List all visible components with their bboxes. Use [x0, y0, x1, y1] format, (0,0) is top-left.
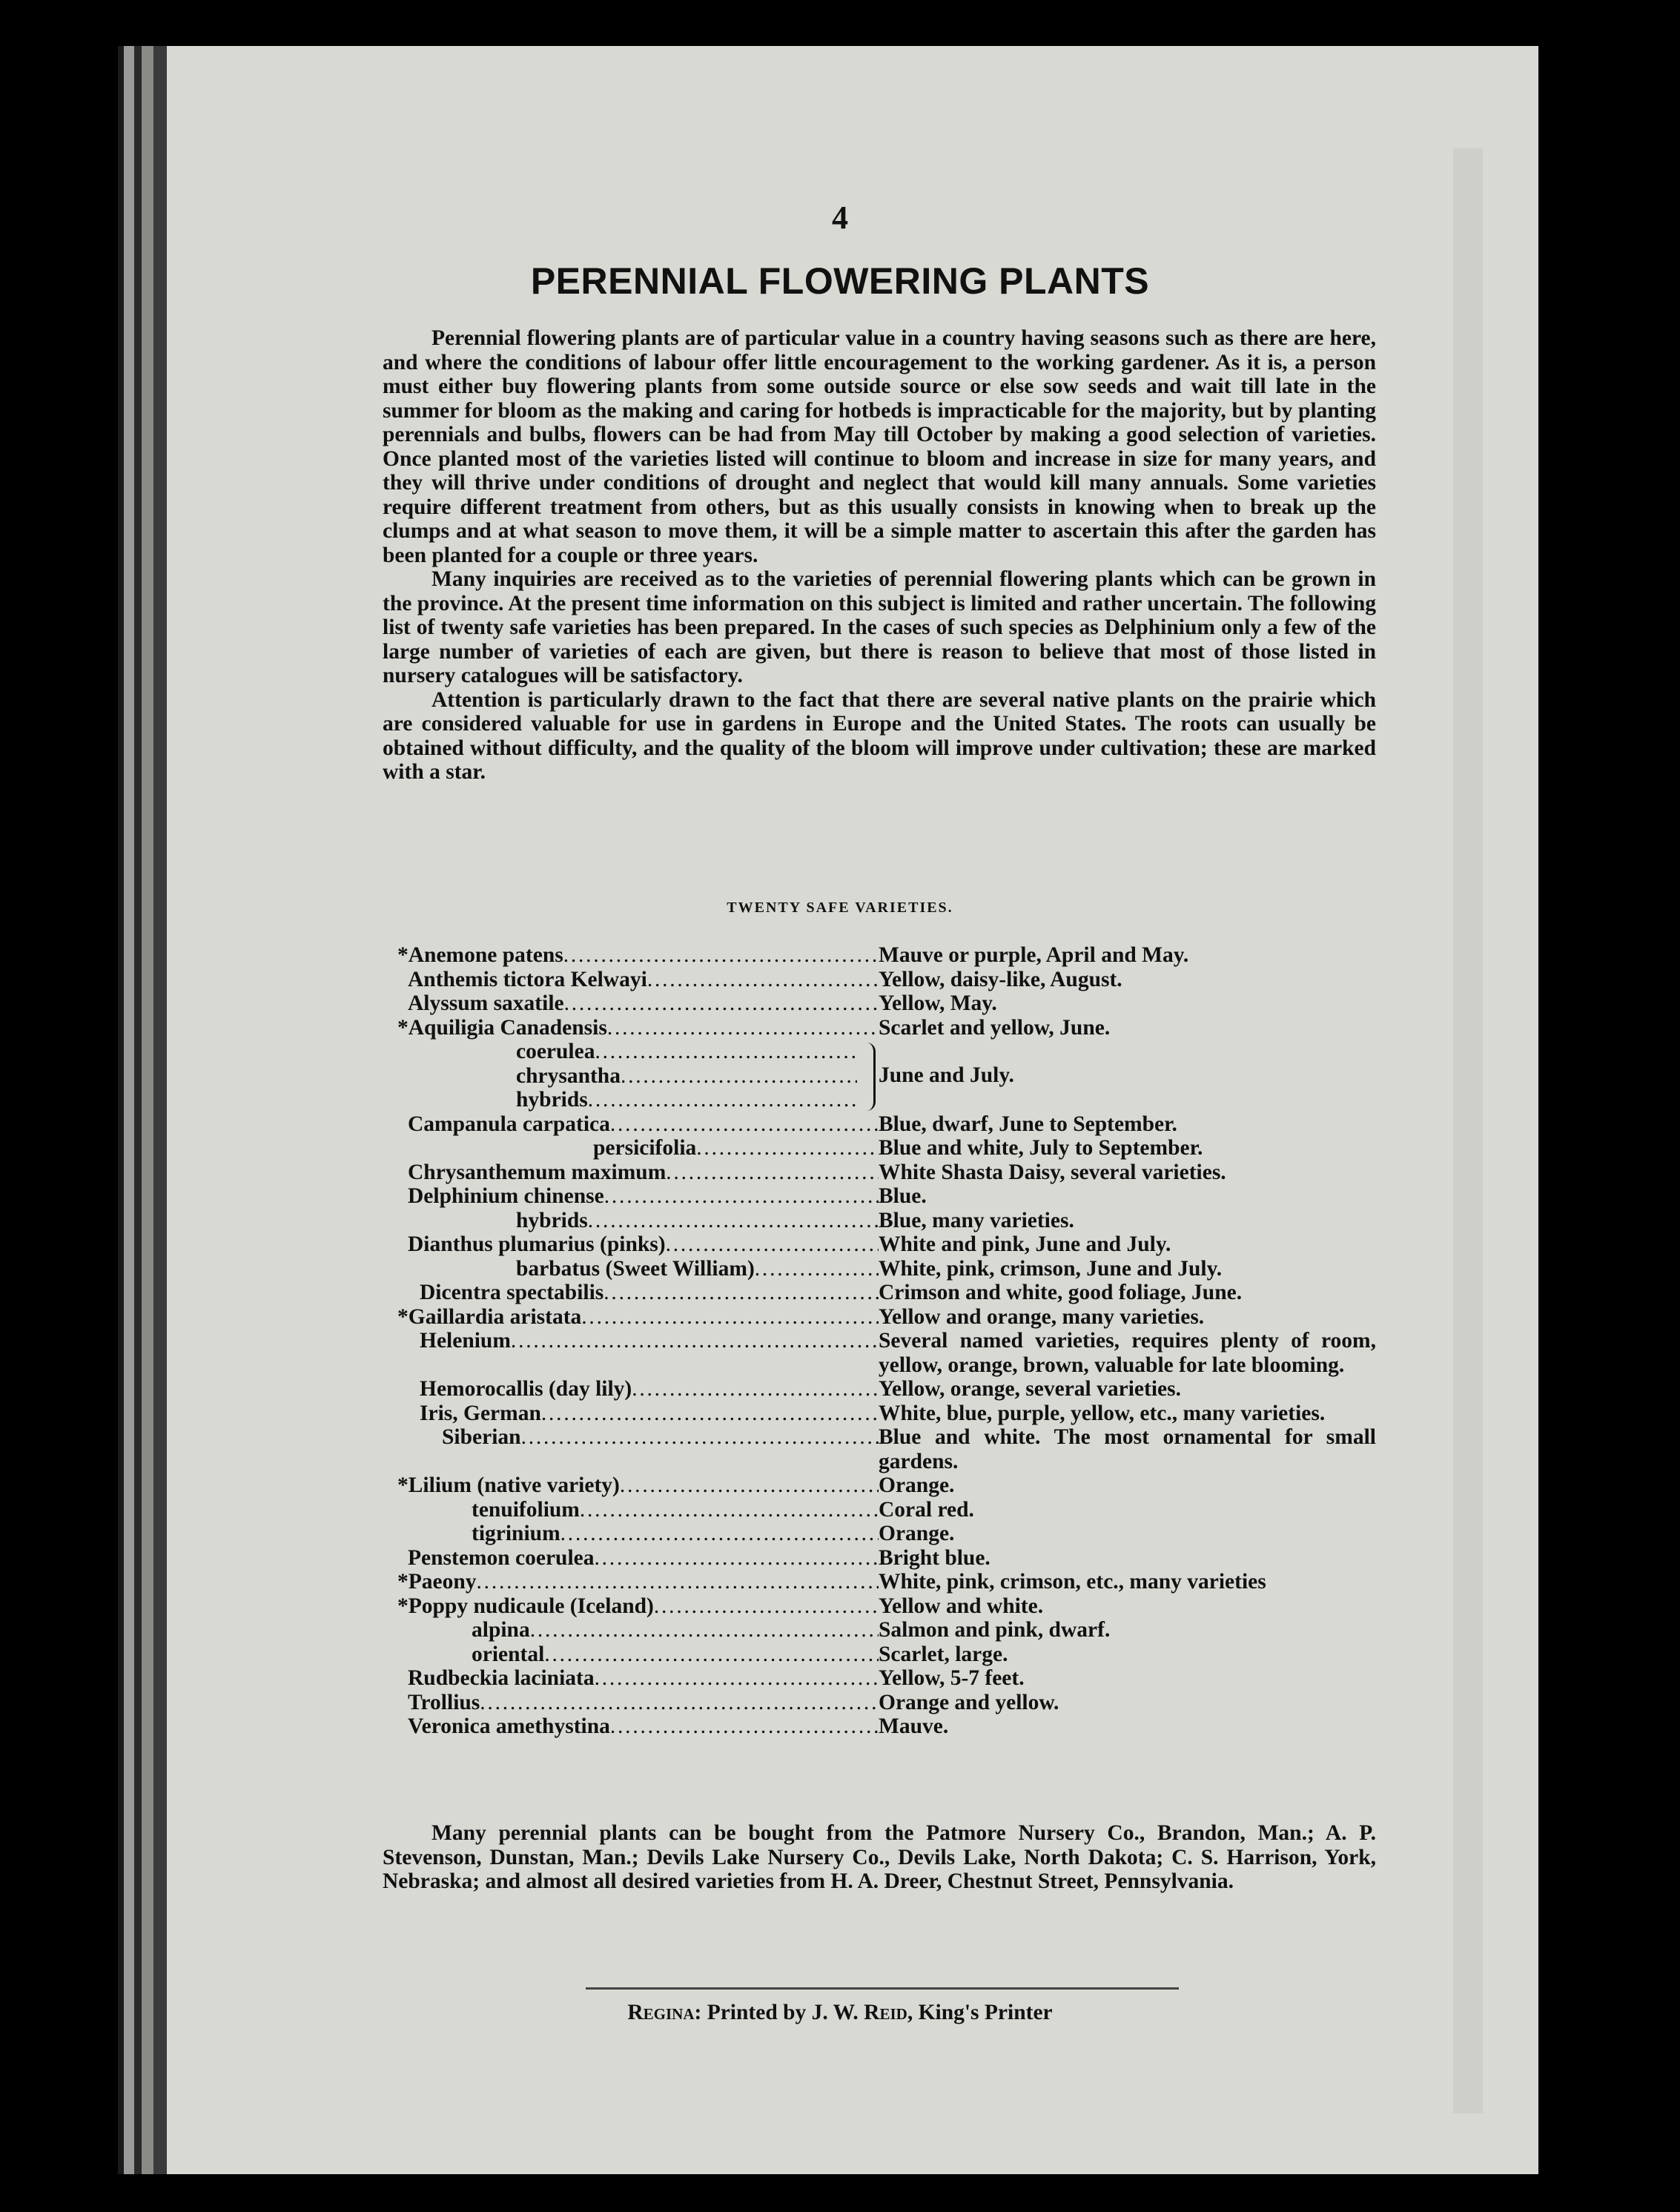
list-item: [383, 1666, 1376, 1691]
plant-name: hybrids: [516, 1088, 588, 1112]
plant-description: White and pink, June and July.: [879, 1232, 1171, 1256]
plant-description: White, blue, purple, yellow, etc., many varieties.: [879, 1401, 1326, 1425]
printer-imprint: [0, 2001, 1680, 2025]
intro-paragraph: Perennial flowering plants are of particular value in a country having seasons such as there are here, and where the conditions of labour offer little encouragement to the working gardener. As it is, a person must either buy flowering plants from some outside source or else sow seeds and wait till late in the summer for bloom as the making and caring for hotbeds is impracticable for the majority, but by planting perennials and bulbs, flowers can be had from May till October by making a good selection of varieties. Once planted most of the varieties listed will continue to bloom and increase in size for many years, and they will thrive under conditions of drought and neglect that would kill many annuals. Some varieties require different treatment from others, but as this usually consists in knowing when to break up the clumps and at what season to move them, it will be a simple matter to ascertain this after the garden has been planted for a couple or three years.: [383, 326, 1376, 567]
plant-name: persicifolia: [593, 1136, 697, 1160]
plant-description: Blue and white. The most ornamental for small gardens.: [879, 1425, 1376, 1473]
plant-name: tigrinium: [472, 1522, 560, 1545]
plant-name: *Gaillardia aristata: [397, 1304, 582, 1329]
intro-paragraph: Many inquiries are received as to the varieties of perennial flowering plants which can be grown in the province. At the present time information on this subject is limited and rather uncertain. The following list of twenty safe varieties has been prepared. In the cases of such species as Delphinium only a few of the large number of varieties of each are given, but there is reason to believe that most of those listed in nursery catalogues will be satisfactory.: [383, 567, 1376, 687]
list-item: [383, 1377, 1376, 1402]
list-item: [383, 991, 1376, 1016]
plant-description: Several named varieties, requires plenty of room, yellow, orange, brown, valuable for late blooming.: [879, 1329, 1376, 1377]
page-title: PERENNIAL FLOWERING PLANTS: [530, 260, 1150, 302]
plant-description: Blue, dwarf, June to September.: [879, 1112, 1177, 1136]
list-item: [383, 1136, 1376, 1161]
plant-name: *Lilium (native variety): [397, 1473, 620, 1497]
plant-description: White Shasta Daisy, several varieties.: [879, 1160, 1226, 1184]
imprint-text: : Printed by J. W.: [694, 2001, 864, 2024]
list-item: [383, 1088, 1376, 1112]
plant-description: Orange.: [879, 1473, 955, 1497]
imprint-printer: Reid: [864, 2001, 907, 2024]
list-item: [383, 1257, 1376, 1281]
plant-name: Dicentra spectabilis: [420, 1281, 604, 1304]
plant-name: tenuifolium: [472, 1497, 580, 1522]
plant-name: Dianthus plumarius (pinks): [408, 1232, 666, 1256]
list-item: [383, 1546, 1376, 1571]
plant-name: Penstemon coerulea: [408, 1545, 595, 1570]
list-item: [383, 1425, 1376, 1473]
closing-paragraph: Many perennial plants can be bought from the Patmore Nursery Co., Brandon, Man.; A. P. Stevenson, Dunstan, Man.; Devils Lake Nursery Co., Devils Lake, North Dakota; C. S. Harrison, York, Nebraska; and almost all desired varieties from H. A. Dreer, Chestnut Street, Pennsylvania.: [383, 1821, 1376, 1893]
plant-description: Salmon and pink, dwarf.: [879, 1618, 1111, 1642]
plant-description: Crimson and white, good foliage, June.: [879, 1281, 1243, 1304]
brace: [857, 1043, 876, 1111]
list-item: [383, 1691, 1376, 1715]
plant-name: alpina: [472, 1618, 530, 1642]
plant-description: Yellow, orange, several varieties.: [879, 1377, 1181, 1401]
imprint-place: Regina: [627, 2001, 695, 2024]
list-item: [383, 1040, 1376, 1064]
list-item: [383, 968, 1376, 992]
intro-paragraph: Attention is particularly drawn to the fact that there are several native plants on the prairie which are considered valuable for use in gardens in Europe and the United States. The roots can usually be obtained without difficulty, and the quality of the bloom will improve under cultivation; these are marked with a star.: [383, 687, 1376, 784]
divider: [586, 1987, 1179, 1990]
list-item: [383, 1161, 1376, 1185]
plant-name: Trollius: [408, 1690, 480, 1714]
plant-description: Blue, many varieties.: [879, 1208, 1074, 1232]
plant-description: White, pink, crimson, June and July.: [879, 1256, 1223, 1281]
plant-name: Hemorocallis (day lily): [420, 1377, 632, 1401]
list-item: [383, 1209, 1376, 1233]
plant-name: Veronica amethystina: [408, 1714, 610, 1738]
varieties-list: [383, 943, 1376, 1739]
intro-text: [383, 326, 1376, 785]
page-number: 4: [832, 199, 848, 236]
plant-description: Coral red.: [879, 1497, 974, 1522]
list-item: [383, 1016, 1376, 1040]
list-item: [383, 1112, 1376, 1137]
list-item: [383, 1714, 1376, 1739]
plant-name: Alyssum saxatile: [408, 991, 564, 1015]
plant-description: Blue and white, July to September.: [879, 1136, 1203, 1160]
list-item: [383, 1473, 1376, 1498]
plant-name: Iris, German: [420, 1401, 541, 1425]
list-item: [383, 1498, 1376, 1522]
plant-name: barbatus (Sweet William): [516, 1256, 755, 1281]
plant-name: hybrids: [516, 1208, 588, 1232]
plant-description: Mauve or purple, April and May.: [879, 943, 1189, 967]
plant-name: Campanula carpatica: [408, 1112, 610, 1136]
list-item: [383, 1643, 1376, 1667]
page-edge: [1453, 148, 1483, 2113]
list-item: [383, 1522, 1376, 1546]
plant-name: Siberian: [442, 1425, 521, 1449]
closing-text: [383, 1821, 1376, 1894]
plant-name: *Paeony: [397, 1570, 477, 1594]
plant-name: Anthemis tictora Kelwayi: [408, 967, 647, 991]
list-item: [383, 1594, 1376, 1619]
plant-description: Scarlet and yellow, June.: [879, 1015, 1111, 1040]
list-item: [383, 943, 1376, 968]
plant-description: White, pink, crimson, etc., many varieties: [879, 1570, 1266, 1594]
plant-description: Yellow, daisy-like, August.: [879, 967, 1122, 991]
plant-description: Orange.: [879, 1522, 955, 1545]
plant-name: oriental: [472, 1642, 545, 1666]
aquilegia-group: [383, 1040, 1376, 1112]
plant-description: Bright blue.: [879, 1545, 991, 1570]
plant-description: Yellow, 5-7 feet.: [879, 1666, 1025, 1690]
list-item: [383, 1618, 1376, 1643]
list-item: [383, 1570, 1376, 1594]
plant-description: Yellow and orange, many varieties.: [879, 1304, 1205, 1329]
plant-name: *Poppy nudicaule (Iceland): [397, 1594, 654, 1618]
list-item: [383, 1305, 1376, 1330]
plant-description: Scarlet, large.: [879, 1642, 1008, 1666]
list-item: [383, 1402, 1376, 1426]
plant-description: Yellow, May.: [879, 991, 997, 1015]
plant-description: Blue.: [879, 1184, 927, 1208]
plant-name: Chrysanthemum maximum: [408, 1160, 667, 1184]
plant-name: Rudbeckia laciniata: [408, 1666, 595, 1690]
plant-description: Orange and yellow.: [879, 1690, 1059, 1714]
list-item: [383, 1184, 1376, 1209]
list-item: [383, 1329, 1376, 1377]
plant-name: Helenium: [420, 1329, 511, 1353]
plant-name: *Anemone patens: [397, 943, 563, 967]
plant-name: *Aquiligia Canadensis: [397, 1015, 607, 1040]
list-item: [383, 1232, 1376, 1257]
plant-name: chrysantha: [516, 1063, 621, 1088]
section-subheading: TWENTY SAFE VARIETIES.: [727, 899, 953, 916]
plant-description: Yellow and white.: [879, 1594, 1044, 1618]
list-item: [383, 1281, 1376, 1305]
plant-name: coerulea: [516, 1040, 595, 1063]
plant-name: Delphinium chinense: [408, 1184, 604, 1208]
plant-description: Mauve.: [879, 1714, 949, 1738]
imprint-suffix: , King's Printer: [907, 2001, 1053, 2024]
plant-description: June and July.: [879, 1063, 1014, 1087]
